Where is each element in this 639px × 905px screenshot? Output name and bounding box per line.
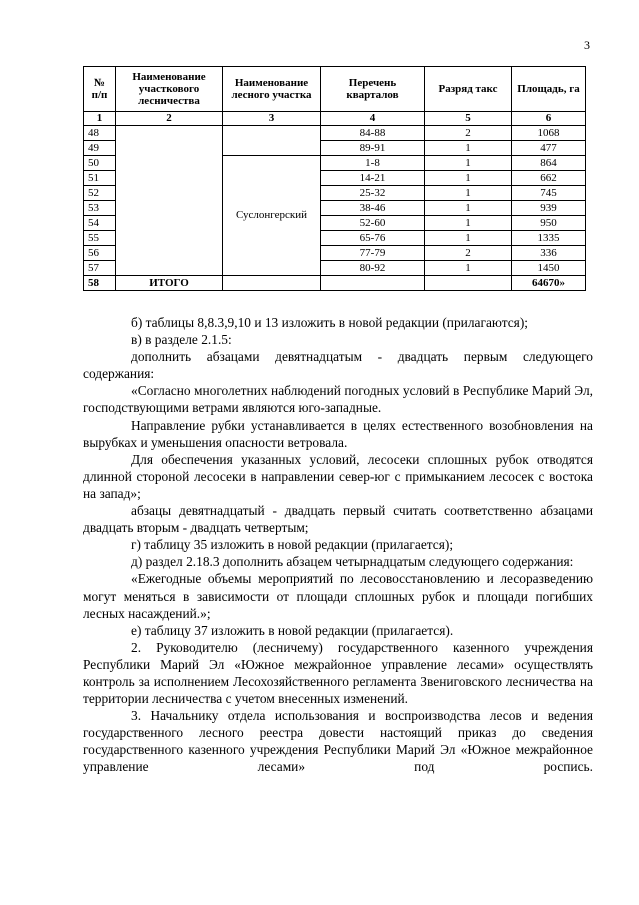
quarters-cell: 52-60	[321, 216, 425, 231]
paragraph: б) таблицы 8,8.3,9,10 и 13 изложить в новой редакции (прилагаются);	[131, 315, 529, 330]
area-cell: 950	[512, 216, 586, 231]
row-number: 53	[84, 201, 116, 216]
area-cell: 477	[512, 141, 586, 156]
tax-rank-cell: 1	[425, 141, 512, 156]
header-quarters: Перечень кварталов	[321, 67, 425, 112]
table-row	[84, 126, 586, 141]
forest-area-cell	[223, 126, 321, 156]
tax-rank-cell: 1	[425, 231, 512, 246]
tax-rank-cell: 2	[425, 246, 512, 261]
quarters-cell: 25-32	[321, 186, 425, 201]
total-area: 64670»	[512, 276, 586, 291]
row-number: 56	[84, 246, 116, 261]
row-number: 49	[84, 141, 116, 156]
tax-rank-cell: 1	[425, 216, 512, 231]
tax-rank-cell: 1	[425, 201, 512, 216]
total-empty-cell	[321, 276, 425, 291]
paragraph: дополнить абзацами девятнадцатым - двадцать первым следующего содержания:	[83, 349, 593, 382]
index-cell: 1	[84, 112, 116, 126]
total-empty-cell	[425, 276, 512, 291]
row-number: 52	[84, 186, 116, 201]
quarters-cell: 80-92	[321, 261, 425, 276]
paragraph: д) раздел 2.18.3 дополнить абзацем четырнадцатым следующего содержания:	[131, 554, 574, 570]
quarters-cell: 89-91	[321, 141, 425, 156]
index-cell: 2	[116, 112, 223, 126]
paragraph: 3. Начальнику отдела использования и воспроизводства лесов и ведения государственного лесного реестра довести настоящий приказ до сведения государственного казенного учреждения Республики Марий Эл «Южное межрайонное управление лесами» под роспись.	[83, 708, 593, 775]
quarters-cell: 77-79	[321, 246, 425, 261]
forest-quarters-table	[83, 66, 586, 291]
total-row	[84, 276, 586, 291]
paragraph: в) в разделе 2.1.5:	[131, 332, 232, 348]
row-number: 55	[84, 231, 116, 246]
area-cell: 662	[512, 171, 586, 186]
order-body-text	[83, 314, 593, 776]
paragraph: Для обеспечения указанных условий, лесосеки сплошных рубок отводятся длинной стороной лесосеки в направлении север-юг с примыканием лесосек с востока на запад»;	[83, 451, 593, 501]
quarters-cell: 14-21	[321, 171, 425, 186]
index-cell: 3	[223, 112, 321, 126]
paragraph: г) таблицу 35 изложить в новой редакции (прилагается);	[131, 537, 454, 553]
quarters-cell: 84-88	[321, 126, 425, 141]
paragraph: 2. Руководителю (лесничему) государственного казенного учреждения Республики Марий Эл «Южное межрайонное управление лесами» осуществлять контроль за исполнением Лесохозяйственного регламента Звениговского лесничества на территории лесничества с учетом внесенных изменений.	[83, 639, 593, 707]
tax-rank-cell: 2	[425, 126, 512, 141]
paragraph: «Ежегодные объемы мероприятий по лесовосстановлению и лесоразведению могут меняться в зависимости от площади сплошных рубок и площади погибших лесных насаждений.»;	[83, 571, 593, 621]
area-cell: 1068	[512, 126, 586, 141]
row-number: 54	[84, 216, 116, 231]
area-cell: 939	[512, 201, 586, 216]
quarters-cell: 1-8	[321, 156, 425, 171]
quarters-cell: 65-76	[321, 231, 425, 246]
area-cell: 864	[512, 156, 586, 171]
header-number: № п/п	[84, 67, 116, 112]
index-cell: 6	[512, 112, 586, 126]
total-number: 58	[84, 276, 116, 291]
tax-rank-cell: 1	[425, 156, 512, 171]
area-cell: 1450	[512, 261, 586, 276]
page-number: 3	[584, 38, 590, 52]
header-district: Наименование участкового лесничества	[116, 67, 223, 112]
row-number: 57	[84, 261, 116, 276]
paragraph: «Согласно многолетних наблюдений погодных условий в Республике Марий Эл, господствующими ветрами являются юго-западные.	[83, 383, 593, 416]
header-tax-rank: Разряд такс	[425, 67, 512, 112]
area-cell: 336	[512, 246, 586, 261]
paragraph: е) таблицу 37 изложить в новой редакции (прилагается).	[131, 622, 454, 638]
district-cell	[116, 126, 223, 276]
tax-rank-cell: 1	[425, 261, 512, 276]
header-area: Площадь, га	[512, 67, 586, 112]
paragraph: абзацы девятнадцатый - двадцать первый считать соответственно абзацами двадцать вторым - двадцать четвертым;	[83, 503, 593, 536]
quarters-cell: 38-46	[321, 201, 425, 216]
total-label: ИТОГО	[116, 276, 223, 291]
column-index-row	[84, 112, 586, 126]
header-forest-area: Наименование лесного участка	[223, 67, 321, 112]
total-empty-cell	[223, 276, 321, 291]
row-number: 51	[84, 171, 116, 186]
tax-rank-cell: 1	[425, 186, 512, 201]
tax-rank-cell: 1	[425, 171, 512, 186]
table-header-row	[84, 67, 586, 112]
paragraph: Направление рубки устанавливается в целях естественного возобновления на вырубках и уменьшения опасности ветровала.	[83, 417, 593, 450]
index-cell: 4	[321, 112, 425, 126]
area-cell: 745	[512, 186, 586, 201]
row-number: 48	[84, 126, 116, 141]
area-cell: 1335	[512, 231, 586, 246]
forest-area-name: Суслонгерский	[223, 156, 321, 276]
index-cell: 5	[425, 112, 512, 126]
row-number: 50	[84, 156, 116, 171]
